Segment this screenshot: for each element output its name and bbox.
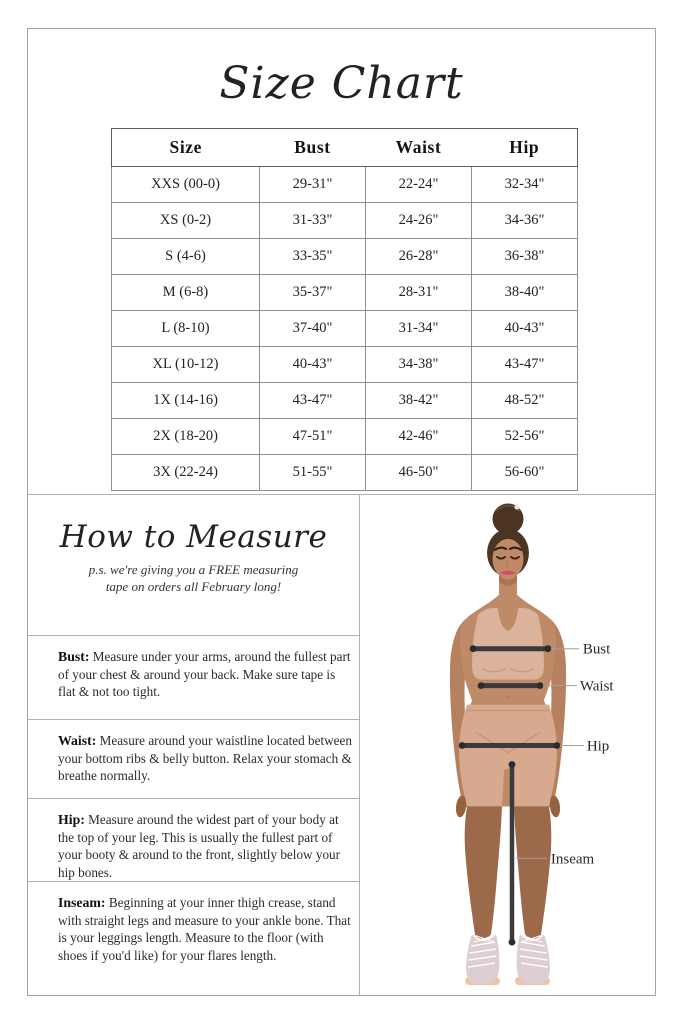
measure-instructions-column (28, 495, 359, 995)
figure-hip-label: Hip (586, 738, 610, 755)
bust-cell: 37-40" (260, 311, 366, 347)
instruction-text: Measure around the widest part of your body at the top of your leg. This is usually the fullest part of your booty & around to the front, slightly below your hip bones. (58, 812, 341, 880)
size-cell: XXS (00-0) (112, 167, 260, 203)
table-header-row (112, 129, 578, 167)
measurement-figure-panel (359, 495, 655, 995)
hip-cell: 32-34" (472, 167, 578, 203)
hip-cell: 36-38" (472, 239, 578, 275)
bust-cell: 29-31" (260, 167, 366, 203)
bust-cell: 43-47" (260, 383, 366, 419)
waist-cell: 46-50" (366, 455, 472, 491)
hip-cell: 43-47" (472, 347, 578, 383)
size-cell: 1X (14-16) (112, 383, 260, 419)
table-row (112, 167, 578, 203)
promo-note (28, 562, 359, 595)
size-cell: XS (0-2) (112, 203, 260, 239)
table-row (112, 347, 578, 383)
waist-cell: 34-38" (366, 347, 472, 383)
hip-cell: 52-56" (472, 419, 578, 455)
instruction-text: Measure around your waistline located between your bottom ribs & belly button. Relax your stomach & breathe normally. (58, 733, 352, 784)
hip-cell: 34-36" (472, 203, 578, 239)
instruction-block-inseam (28, 881, 359, 995)
size-table (111, 128, 578, 491)
size-cell: S (4-6) (112, 239, 260, 275)
instruction-text: Beginning at your inner thigh crease, stand with straight legs and measure to your ankle bone. That is your leggings length. Measure to the floor (with shoes if you'd like) for your flares length. (58, 895, 351, 963)
column-header-waist: Waist (366, 129, 472, 167)
table-row (112, 239, 578, 275)
table-row (112, 455, 578, 491)
waist-cell: 22-24" (366, 167, 472, 203)
measurement-figure-illustration (360, 495, 655, 995)
instruction-label: Bust: (58, 649, 90, 664)
column-header-bust: Bust (260, 129, 366, 167)
figure-hair-clip (514, 504, 519, 509)
instruction-block-bust (28, 635, 359, 719)
column-header-size: Size (112, 129, 260, 167)
page-title: Size Chart (219, 58, 464, 109)
table-row (112, 419, 578, 455)
waist-cell: 42-46" (366, 419, 472, 455)
page-frame (27, 28, 656, 996)
size-cell: 3X (22-24) (112, 455, 260, 491)
size-cell: L (8-10) (112, 311, 260, 347)
promo-note-line2: tape on orders all February long! (105, 578, 282, 594)
bust-cell: 33-35" (260, 239, 366, 275)
instruction-label: Hip: (58, 812, 85, 827)
hip-cell: 48-52" (472, 383, 578, 419)
measure-title: How to Measure (59, 519, 328, 555)
bust-cell: 40-43" (260, 347, 366, 383)
figure-bust-label: Bust (582, 641, 611, 658)
waist-cell: 31-34" (366, 311, 472, 347)
promo-note-line1: p.s. we're giving you a FREE measuring (88, 562, 299, 577)
bust-cell: 35-37" (260, 275, 366, 311)
hip-cell: 56-60" (472, 455, 578, 491)
size-cell: 2X (18-20) (112, 419, 260, 455)
table-row (112, 275, 578, 311)
column-header-hip: Hip (472, 129, 578, 167)
table-row (112, 311, 578, 347)
waist-cell: 24-26" (366, 203, 472, 239)
size-cell: XL (10-12) (112, 347, 260, 383)
instruction-label: Waist: (58, 733, 97, 748)
figure-right-leg (514, 806, 551, 938)
figure-inseam-label: Inseam (550, 851, 595, 868)
bust-cell: 47-51" (260, 419, 366, 455)
bust-cell: 31-33" (260, 203, 366, 239)
measure-header (28, 495, 359, 635)
waist-cell: 38-42" (366, 383, 472, 419)
hip-measure-band (459, 742, 584, 749)
figure-left-leg (465, 806, 502, 938)
size-cell: M (6-8) (112, 275, 260, 311)
hip-cell: 38-40" (472, 275, 578, 311)
instruction-block-waist (28, 719, 359, 798)
waist-cell: 28-31" (366, 275, 472, 311)
bust-cell: 51-55" (260, 455, 366, 491)
table-row (112, 203, 578, 239)
hip-cell: 40-43" (472, 311, 578, 347)
waist-cell: 26-28" (366, 239, 472, 275)
instruction-block-hip (28, 798, 359, 881)
table-row (112, 383, 578, 419)
instruction-label: Inseam: (58, 895, 106, 910)
measure-section (28, 494, 655, 995)
figure-waist-label: Waist (579, 678, 614, 695)
instruction-text: Measure under your arms, around the fullest part of your chest & around your back. Make sure tape is flat & not too tight. (58, 649, 351, 700)
